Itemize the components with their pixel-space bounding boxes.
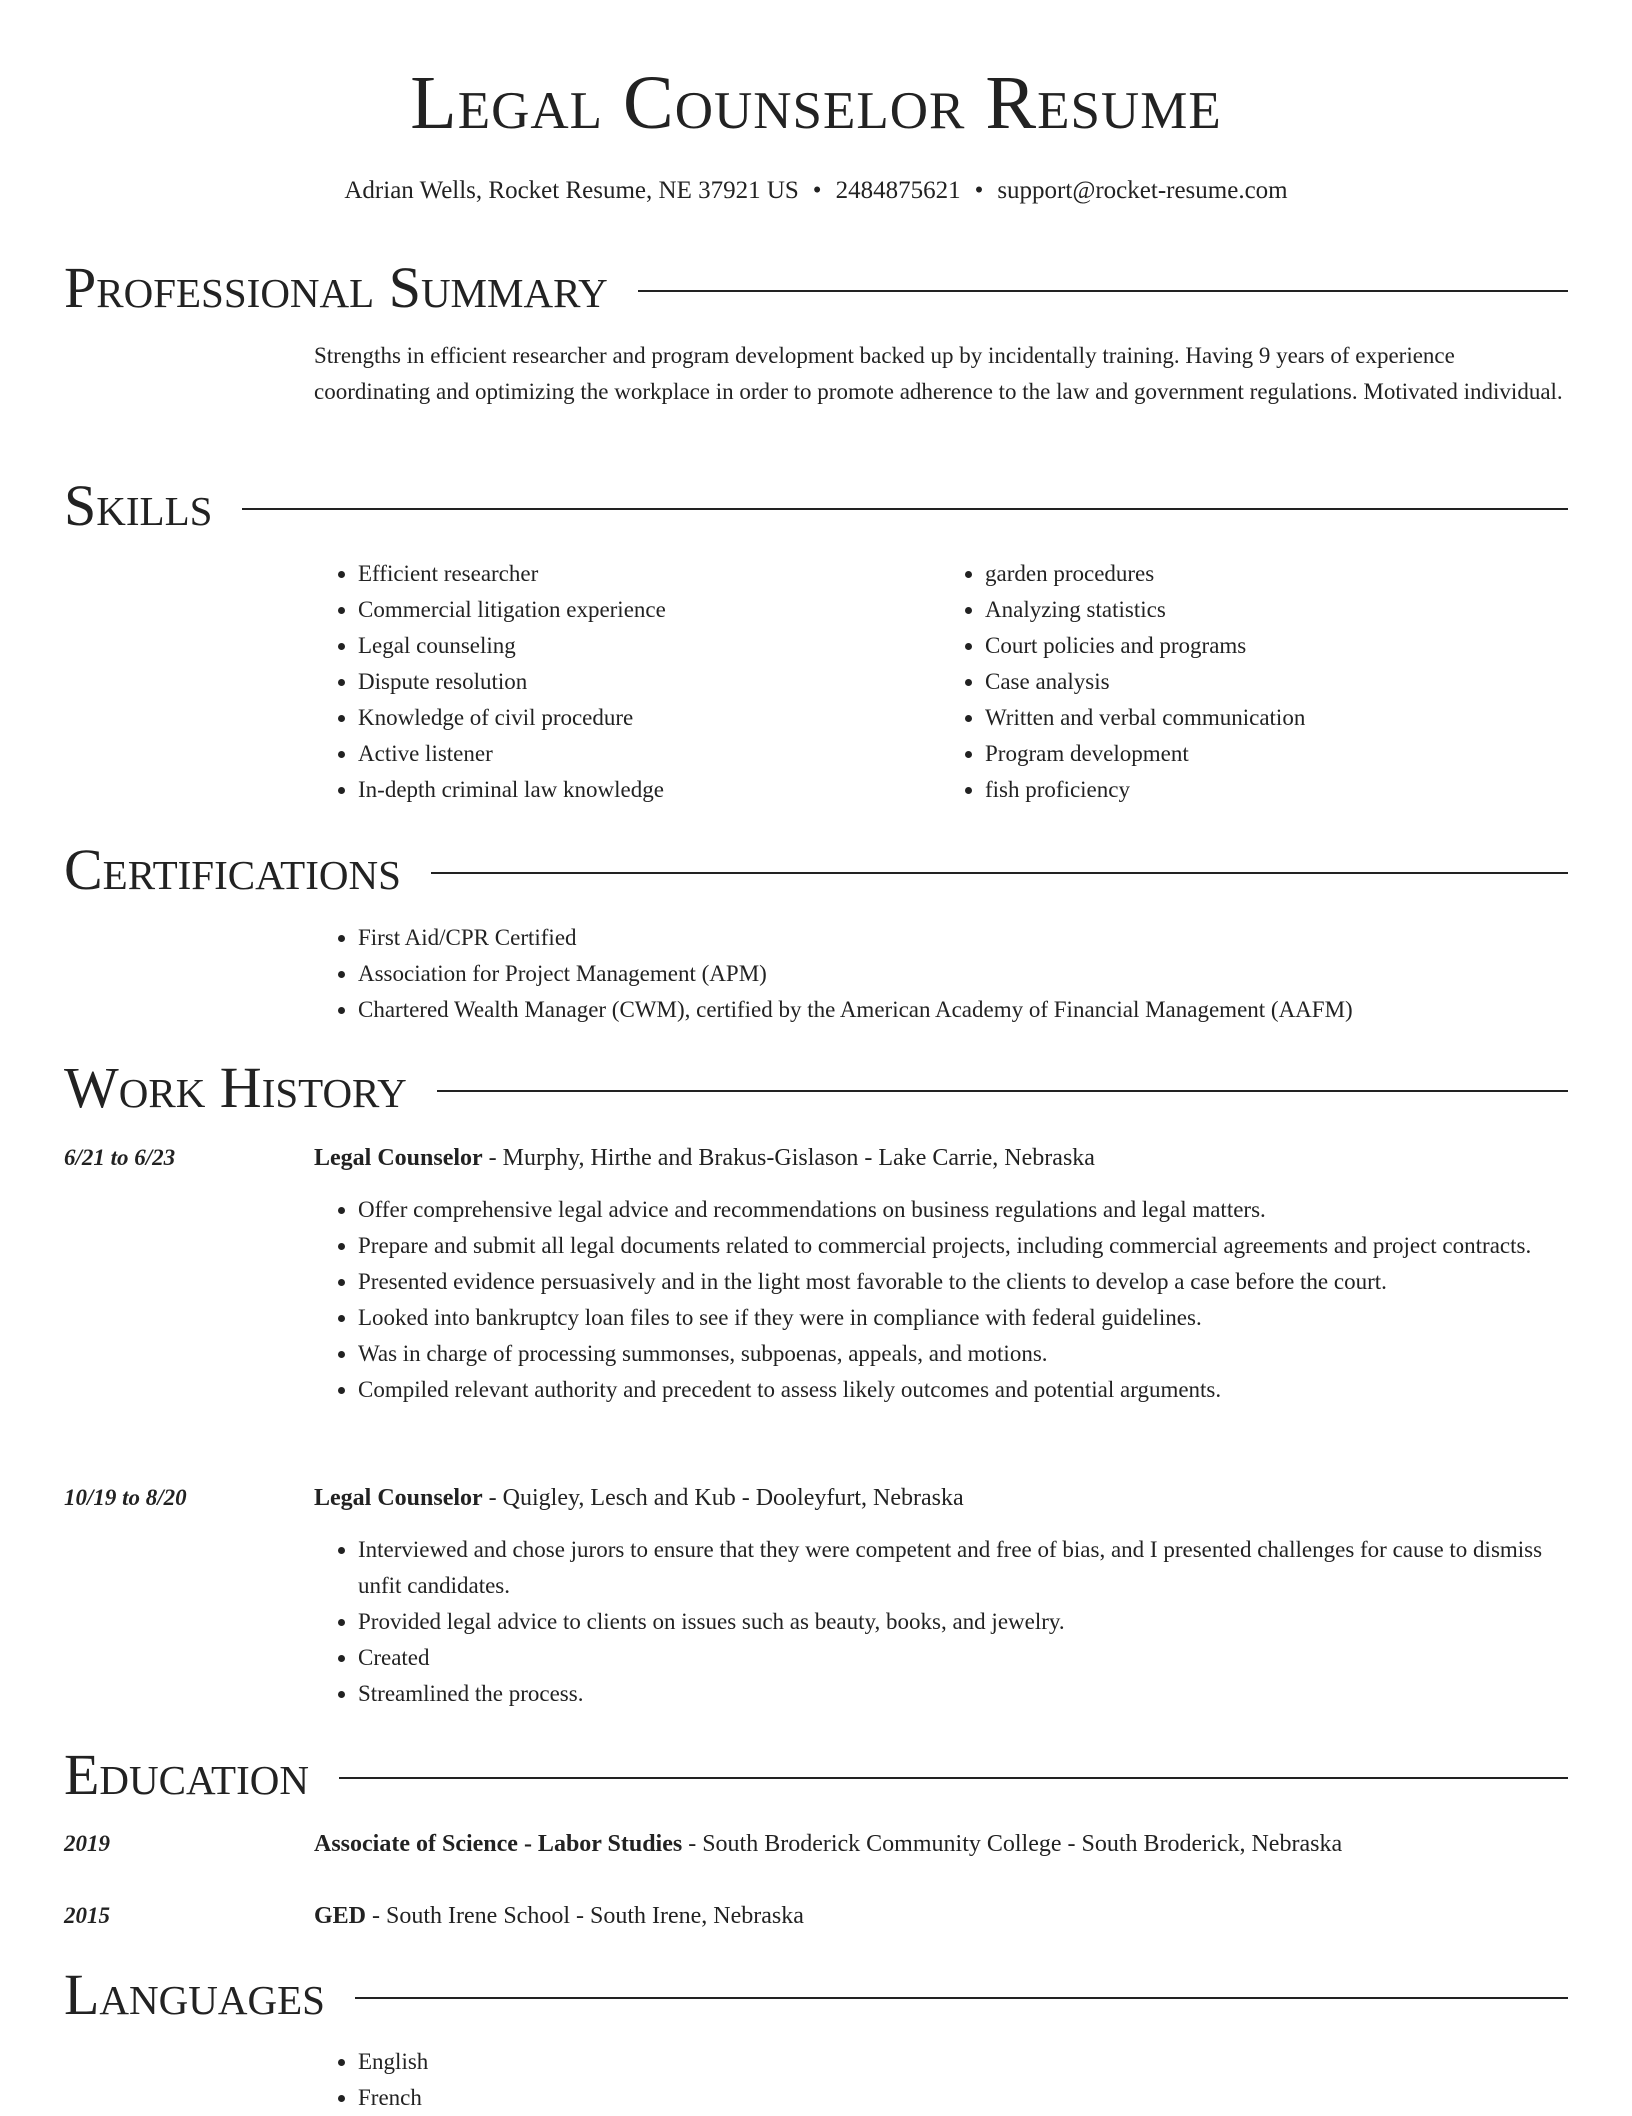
skill-item: • Dispute resolution xyxy=(358,664,941,700)
job-entry xyxy=(314,1140,1568,1408)
language-item: • French xyxy=(358,2080,1568,2116)
skill-item: • Knowledge of civil procedure xyxy=(358,700,941,736)
language-item: • English xyxy=(358,2044,1568,2080)
education-degree: Associate of Science - Labor Studies xyxy=(314,1831,683,1857)
education-year: 2015 xyxy=(64,1903,110,1928)
skill-item: • garden procedures xyxy=(985,556,1568,592)
job-dates: 6/21 to 6/23 xyxy=(64,1145,176,1170)
section-title-languages: Languages xyxy=(64,1962,325,2027)
section-divider xyxy=(638,290,1568,292)
job-heading xyxy=(314,1140,1568,1176)
skill-item: • Analyzing statistics xyxy=(985,592,1568,628)
summary-text: Strengths in efficient researcher and program development backed up by incidentally training. Having 9 years of experience coordinating and optimizing the workplace in order to promote adherence to the law and government regulations. Motivated individual. xyxy=(314,343,1563,404)
separator-dot: • xyxy=(974,177,984,204)
job-bullet: • Presented evidence persuasively and in the light most favorable to the clients to develop a case before the court. xyxy=(358,1264,1568,1300)
education-school: - South Broderick Community College - South Broderick, Nebraska xyxy=(682,1831,1343,1857)
education-year: 2019 xyxy=(64,1831,110,1856)
section-divider xyxy=(355,1997,1568,1999)
section-title-skills: Skills xyxy=(64,473,213,538)
section-divider xyxy=(431,872,1568,874)
job-bullet: • Looked into bankruptcy loan files to see if they were in compliance with federal guidelines. xyxy=(358,1300,1568,1336)
job-employer: - Murphy, Hirthe and Brakus-Gislason - Lake Carrie, Nebraska xyxy=(482,1145,1095,1171)
section-title-work: Work History xyxy=(64,1055,407,1120)
job-entry xyxy=(314,1480,1568,1712)
certifications-list xyxy=(314,920,1568,1028)
job-bullets xyxy=(314,1192,1568,1408)
summary-block xyxy=(314,338,1568,410)
education-degree: GED xyxy=(314,1903,367,1929)
job-bullet: • Compiled relevant authority and precedent to assess likely outcomes and potential arguments. xyxy=(358,1372,1568,1408)
job-bullet: • Prepare and submit all legal documents related to commercial projects, including commercial agreements and project contracts. xyxy=(358,1228,1568,1264)
certifications-section-header xyxy=(64,837,1568,902)
section-divider xyxy=(437,1090,1568,1092)
contact-email[interactable]: support@rocket-resume.com xyxy=(997,177,1288,204)
job-bullet: • Interviewed and chose jurors to ensure that they were competent and free of bias, and I presented challenges for cause to dismiss unfit candidates. xyxy=(358,1532,1568,1604)
languages-block xyxy=(314,2044,1568,2116)
contact-line xyxy=(0,173,1632,209)
certifications-block xyxy=(314,920,1568,1028)
section-title-summary: Professional Summary xyxy=(64,255,608,320)
skill-item: • Written and verbal communication xyxy=(985,700,1568,736)
contact-address: Adrian Wells, Rocket Resume, NE 37921 US xyxy=(344,177,799,204)
job-bullets xyxy=(314,1532,1568,1712)
certification-item: • Chartered Wealth Manager (CWM), certified by the American Academy of Financial Management (AAFM) xyxy=(358,992,1568,1028)
skills-list-left xyxy=(314,556,941,808)
job-bullet: • Offer comprehensive legal advice and recommendations on business regulations and legal matters. xyxy=(358,1192,1568,1228)
skill-item: • Case analysis xyxy=(985,664,1568,700)
languages-section-header xyxy=(64,1962,1568,2027)
job-bullet: • Streamlined the process. xyxy=(358,1676,1568,1712)
job-bullet: • Provided legal advice to clients on issues such as beauty, books, and jewelry. xyxy=(358,1604,1568,1640)
skill-item: • Court policies and programs xyxy=(985,628,1568,664)
certification-item: • Association for Project Management (APM) xyxy=(358,956,1568,992)
education-entry xyxy=(314,1826,1568,1862)
resume-title: Legal Counselor Resume xyxy=(410,61,1222,145)
education-school: - South Irene School - South Irene, Nebraska xyxy=(366,1903,804,1929)
job-role: Legal Counselor xyxy=(314,1485,483,1511)
job-bullet: • Created xyxy=(358,1640,1568,1676)
skill-item: • In-depth criminal law knowledge xyxy=(358,772,941,808)
section-divider xyxy=(339,1777,1568,1779)
contact-phone: 2484875621 xyxy=(835,177,961,204)
separator-dot: • xyxy=(812,177,822,204)
education-entry xyxy=(314,1898,1568,1934)
job-role: Legal Counselor xyxy=(314,1145,483,1171)
work-section-header xyxy=(64,1055,1568,1120)
skill-item: • Program development xyxy=(985,736,1568,772)
skills-section-header xyxy=(64,473,1568,538)
certification-item: • First Aid/CPR Certified xyxy=(358,920,1568,956)
languages-list xyxy=(314,2044,1568,2116)
skill-item: • Active listener xyxy=(358,736,941,772)
skill-item: • Efficient researcher xyxy=(358,556,941,592)
skills-block xyxy=(314,556,1568,808)
section-title-education: Education xyxy=(64,1742,309,1807)
job-employer: - Quigley, Lesch and Kub - Dooleyfurt, Nebraska xyxy=(482,1485,964,1511)
skills-list-right xyxy=(941,556,1568,808)
skill-item: • Commercial litigation experience xyxy=(358,592,941,628)
section-title-certifications: Certifications xyxy=(64,837,401,902)
skill-item: • fish proficiency xyxy=(985,772,1568,808)
job-bullet: • Was in charge of processing summonses, subpoenas, appeals, and motions. xyxy=(358,1336,1568,1372)
job-dates: 10/19 to 8/20 xyxy=(64,1485,187,1510)
summary-section-header xyxy=(64,255,1568,320)
job-heading xyxy=(314,1480,1568,1516)
section-divider xyxy=(242,508,1568,510)
education-section-header xyxy=(64,1742,1568,1807)
skill-item: • Legal counseling xyxy=(358,628,941,664)
